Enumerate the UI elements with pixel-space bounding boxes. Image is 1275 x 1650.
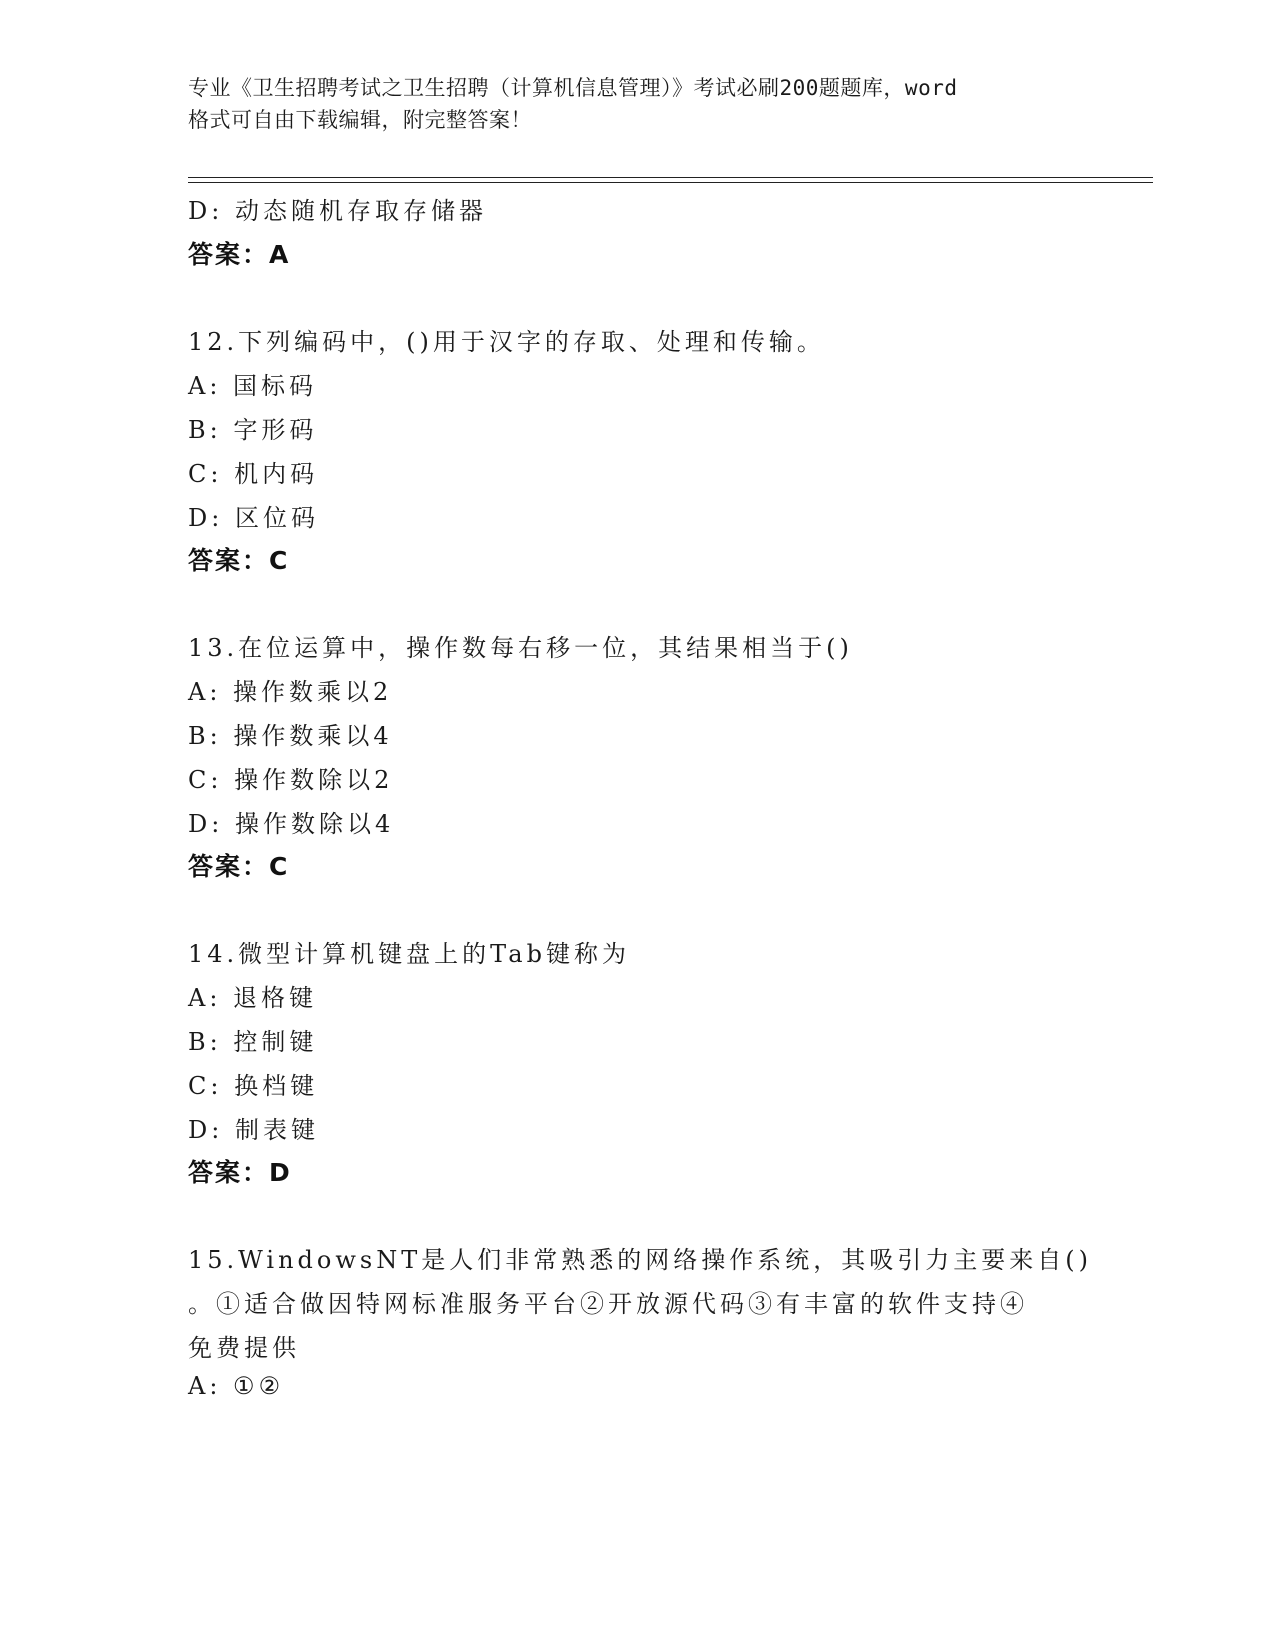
header-line-2: 格式可自由下载编辑，附完整答案！: [188, 108, 532, 132]
q11-answer: 答案：A: [188, 240, 291, 269]
q13-option-b: B: 操作数乘以4: [188, 722, 393, 750]
q14-option-a: A: 退格键: [188, 984, 318, 1012]
q12-option-b: B: 字形码: [188, 416, 318, 444]
q15-stem-line-1: 15.WindowsNT是人们非常熟悉的网络操作系统，其吸引力主要来自(): [188, 1246, 1092, 1274]
header-line-1: 专业《卫生招聘考试之卫生招聘（计算机信息管理）》考试必刷200题题库，word: [188, 76, 958, 100]
q12-stem: 12.下列编码中，()用于汉字的存取、处理和传输。: [188, 328, 825, 356]
q14-option-b: B: 控制键: [188, 1028, 318, 1056]
document-header: [188, 72, 1088, 136]
q11-option-d: D: 动态随机存取存储器: [188, 197, 487, 225]
q14-answer: 答案：D: [188, 1158, 292, 1187]
q12-option-c: C: 机内码: [188, 460, 319, 488]
q12-option-a: A: 国标码: [188, 372, 318, 400]
q13-answer: 答案：C: [188, 852, 290, 881]
q14-option-c: C: 换档键: [188, 1072, 319, 1100]
q12-answer: 答案：C: [188, 546, 290, 575]
q13-option-d: D: 操作数除以4: [188, 810, 395, 838]
header-divider-top: [188, 177, 1153, 178]
q14-option-d: D: 制表键: [188, 1116, 319, 1144]
q15-option-a: A: ①②: [188, 1372, 285, 1400]
q13-stem: 13.在位运算中，操作数每右移一位，其结果相当于(): [188, 634, 853, 662]
q15-stem-line-3: 免费提供: [188, 1334, 300, 1362]
q13-option-a: A: 操作数乘以2: [188, 678, 393, 706]
header-divider-bottom: [188, 182, 1153, 183]
q12-option-d: D: 区位码: [188, 504, 319, 532]
q13-option-c: C: 操作数除以2: [188, 766, 394, 794]
q14-stem: 14.微型计算机键盘上的Tab键称为: [188, 940, 630, 968]
q15-stem-line-2: 。①适合做因特网标准服务平台②开放源代码③有丰富的软件支持④: [188, 1290, 1028, 1318]
